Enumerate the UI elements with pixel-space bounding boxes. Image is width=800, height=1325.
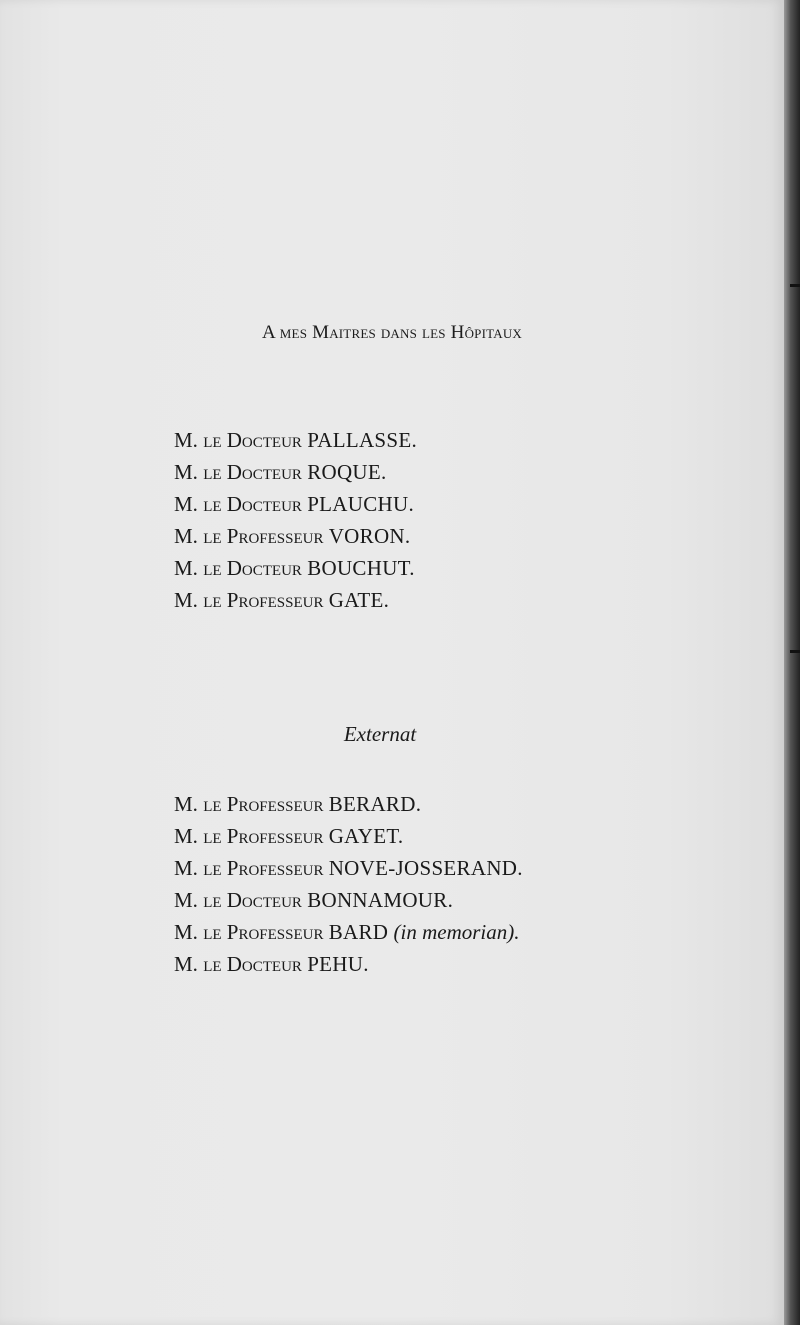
list-item — [174, 948, 523, 980]
list-item — [174, 424, 417, 456]
edge-mark — [790, 284, 800, 287]
heading-word-a: A — [261, 322, 275, 343]
honorific: M. — [174, 556, 198, 580]
page-edge-shadow — [784, 0, 800, 1325]
honorific: M. — [174, 428, 198, 452]
hopitaux-list — [174, 424, 417, 616]
heading-word-hopitaux: Hôpitaux — [450, 322, 523, 343]
list-item — [174, 788, 523, 820]
honorific: M. — [174, 856, 198, 880]
person-title: le Professeur — [203, 792, 324, 816]
list-item — [174, 852, 523, 884]
person-name: BERARD. — [328, 792, 422, 816]
person-name: PLAUCHU. — [307, 492, 415, 516]
externat-list — [174, 788, 523, 980]
list-item — [174, 884, 523, 916]
dedication-heading — [0, 322, 784, 344]
person-title: le Docteur — [203, 428, 302, 452]
person-title: le Professeur — [203, 856, 324, 880]
person-name: BOUCHUT. — [307, 556, 415, 580]
person-name: BARD — [328, 920, 389, 944]
person-name: VORON. — [328, 524, 411, 548]
honorific: M. — [174, 824, 198, 848]
honorific: M. — [174, 920, 198, 944]
person-title: le Professeur — [203, 824, 324, 848]
heading-word-les: les — [422, 322, 446, 343]
honorific: M. — [174, 460, 198, 484]
person-name: GAYET. — [328, 824, 404, 848]
heading-word-maitres: Maitres — [312, 322, 376, 343]
list-item — [174, 552, 417, 584]
heading-word-mes: mes — [279, 322, 308, 343]
person-title: le Professeur — [203, 588, 324, 612]
person-title: le Docteur — [203, 460, 302, 484]
list-item — [174, 520, 417, 552]
person-name: GATE. — [328, 588, 390, 612]
list-item — [174, 584, 417, 616]
person-title: le Docteur — [203, 492, 302, 516]
person-name: NOVE-JOSSERAND. — [328, 856, 523, 880]
memoriam-note: (in memorian). — [393, 920, 520, 944]
heading-word-dans: dans — [380, 322, 418, 343]
person-title: le Docteur — [203, 952, 302, 976]
person-title: le Docteur — [203, 888, 302, 912]
list-item — [174, 820, 523, 852]
honorific: M. — [174, 588, 198, 612]
list-item — [174, 916, 523, 948]
person-name: ROQUE. — [307, 460, 387, 484]
honorific: M. — [174, 888, 198, 912]
person-title: le Professeur — [203, 524, 324, 548]
honorific: M. — [174, 492, 198, 516]
person-name: BONNAMOUR. — [307, 888, 454, 912]
honorific: M. — [174, 792, 198, 816]
person-title: le Professeur — [203, 920, 324, 944]
edge-mark — [790, 650, 800, 653]
externat-title: Externat — [343, 722, 417, 746]
list-item — [174, 456, 417, 488]
honorific: M. — [174, 524, 198, 548]
honorific: M. — [174, 952, 198, 976]
list-item — [174, 488, 417, 520]
person-title: le Docteur — [203, 556, 302, 580]
person-name: PEHU. — [307, 952, 369, 976]
person-name: PALLASSE. — [307, 428, 418, 452]
